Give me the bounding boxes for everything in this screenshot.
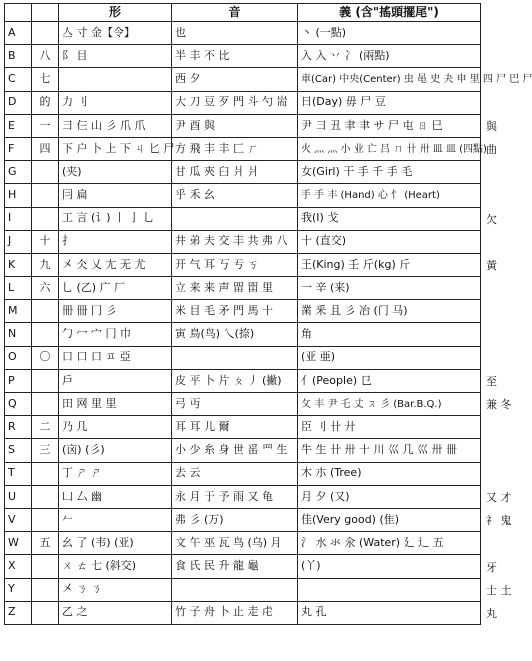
table-row — [5, 91, 481, 114]
row-yi: 十 (直交) — [298, 230, 481, 253]
row-yin: 井 弟 夫 交 丰 共 弗 八 — [172, 230, 298, 253]
row-letter: E — [5, 114, 32, 137]
row-yin: 方 飛 丰 丰 匚 ㄏ — [172, 137, 298, 160]
row-yin — [172, 578, 298, 601]
row-yin: 西 夕 — [172, 68, 298, 91]
row-yin: 食 氏 民 升 龍 龜 — [172, 555, 298, 578]
side-annotation: 又 才 — [486, 491, 512, 504]
row-xing: 下 户 卜 上 下 ㄐ 匕 尸 — [59, 137, 172, 160]
row-xing: 𠂉 — [59, 508, 172, 531]
row-number — [32, 161, 59, 184]
row-letter: M — [5, 300, 32, 323]
row-xing: 戶 — [59, 369, 172, 392]
header-yin: 音 — [172, 4, 298, 22]
side-annotation: 至 — [486, 375, 497, 388]
header-row — [5, 4, 481, 22]
row-xing: 冊 冊 冂 彡 — [59, 300, 172, 323]
side-annotation: 牙 — [486, 560, 497, 574]
row-xing: 亼 寸 金【令】 — [59, 22, 172, 45]
table-row — [5, 555, 481, 578]
row-letter: B — [5, 45, 32, 68]
row-yin: 皮 平 卜 片 ㄆ 丿 (撇) — [172, 369, 298, 392]
row-xing: 口 口 口 ㅍ 亞 — [59, 346, 172, 369]
row-yi: 女(Girl) 干 手 千 手 毛 — [298, 161, 481, 184]
row-yin: 米 目 毛 矛 門 馬 十 — [172, 300, 298, 323]
row-number — [32, 22, 59, 45]
row-number: 八 — [32, 45, 59, 68]
row-yi: 佳(Very good) (隹) — [298, 508, 481, 531]
row-yi: 月 夕 (又) — [298, 485, 481, 508]
row-letter: R — [5, 416, 32, 439]
row-letter: Q — [5, 393, 32, 416]
row-yin: 乎 禾 幺 — [172, 184, 298, 207]
row-number: 九 — [32, 253, 59, 276]
row-yi: 臣 刂 卄 廾 — [298, 416, 481, 439]
table-row — [5, 601, 481, 624]
row-letter: F — [5, 137, 32, 160]
table-row — [5, 114, 481, 137]
side-annotation: 兼 冬 — [486, 398, 512, 412]
table-row — [5, 393, 481, 416]
row-yin: 耳 耳 儿 爾 — [172, 416, 298, 439]
header-number — [32, 4, 59, 22]
row-yi: 火 灬 灬 小 业 亡 吕 ㄇ 卄 卅 皿 皿 (四點) — [298, 137, 481, 160]
row-number — [32, 207, 59, 230]
row-yin: 去 云 — [172, 462, 298, 485]
row-number — [32, 184, 59, 207]
row-xing: 乚 (乙) 广 厂 — [59, 277, 172, 300]
row-letter: Z — [5, 601, 32, 624]
row-yi: 一 辛 (来) — [298, 277, 481, 300]
row-xing: 幺 了 (韦) (亚) — [59, 532, 172, 555]
row-yin: 文 午 巫 瓦 鸟 (乌) 月 — [172, 532, 298, 555]
table-row — [5, 68, 481, 91]
row-yin: 立 来 来 声 㽞 㽞 里 — [172, 277, 298, 300]
row-letter: I — [5, 207, 32, 230]
row-yin: 也 — [172, 22, 298, 45]
row-xing: 㐅 ㄋ ㄋ — [59, 578, 172, 601]
row-yi: 黹 釆 且 彡 冶 (门 马) — [298, 300, 481, 323]
row-yin: 小 少 糸 身 世 䍃 罒 生 — [172, 439, 298, 462]
row-letter: L — [5, 277, 32, 300]
table-row — [5, 323, 481, 346]
table-row — [5, 277, 481, 300]
side-annotation: 欠 — [486, 212, 497, 226]
header-yi: 義 (含"搖頭擺尾") — [298, 4, 481, 22]
row-number: 四 — [32, 137, 59, 160]
row-yin: 弗 彡 (万) — [172, 508, 298, 531]
header-xing: 形 — [59, 4, 172, 22]
table-row — [5, 485, 481, 508]
row-yin: 永 月 于 予 雨 又 龟 — [172, 485, 298, 508]
row-yin — [172, 346, 298, 369]
row-yi: (亚 亜) — [298, 346, 481, 369]
row-xing: (㐫) (彡) — [59, 439, 172, 462]
row-letter: K — [5, 253, 32, 276]
row-yin: 大 刀 豆 歹 門 斗 勺 耑 — [172, 91, 298, 114]
row-xing: 冃 扁 — [59, 184, 172, 207]
row-xing: 乙 之 — [59, 601, 172, 624]
table-row — [5, 207, 481, 230]
row-letter: Y — [5, 578, 32, 601]
row-xing: ㄨ ㄊ 七 (斜交) — [59, 555, 172, 578]
row-letter: U — [5, 485, 32, 508]
table-row — [5, 22, 481, 45]
row-letter: T — [5, 462, 32, 485]
row-number — [32, 462, 59, 485]
row-yi: 尹 彐 丑 聿 聿 サ 尸 屯 ㄖ 巳 — [298, 114, 481, 137]
row-letter: P — [5, 369, 32, 392]
row-xing: 阝 目 — [59, 45, 172, 68]
table-row — [5, 532, 481, 555]
row-yi: 入 入 丷 冫 (兩點) — [298, 45, 481, 68]
row-letter: V — [5, 508, 32, 531]
row-xing: 田 网 里 里 — [59, 393, 172, 416]
table-row — [5, 253, 481, 276]
side-annotation: 曲 — [486, 143, 497, 156]
row-number: 的 — [32, 91, 59, 114]
row-number — [32, 369, 59, 392]
row-number — [32, 300, 59, 323]
table-row — [5, 184, 481, 207]
table-row — [5, 161, 481, 184]
side-annotation: 丸 — [486, 607, 497, 620]
row-letter: C — [5, 68, 32, 91]
table-row — [5, 578, 481, 601]
row-letter: S — [5, 439, 32, 462]
row-yin: 甘 瓜 夾 臼 爿 爿 — [172, 161, 298, 184]
side-annotation: 士 土 — [486, 583, 512, 597]
row-yin: 寅 鳥(鸟) 乀(捺) — [172, 323, 298, 346]
row-xing: 扌 — [59, 230, 172, 253]
row-number: 〇 — [32, 346, 59, 369]
row-yi: 角 — [298, 323, 481, 346]
row-xing: 工 言 (讠) 丨 亅 乚 — [59, 207, 172, 230]
table-row — [5, 45, 481, 68]
row-number: 十 — [32, 230, 59, 253]
row-letter: D — [5, 91, 32, 114]
row-yin: 弓 丏 — [172, 393, 298, 416]
row-number — [32, 508, 59, 531]
row-number: 二 — [32, 416, 59, 439]
row-letter: X — [5, 555, 32, 578]
table-row — [5, 300, 481, 323]
row-yi: 丶 (一點) — [298, 22, 481, 45]
row-xing: 勹 冖 宀 冂 巾 — [59, 323, 172, 346]
row-number: 七 — [32, 68, 59, 91]
table-row — [5, 369, 481, 392]
row-number: 一 — [32, 114, 59, 137]
table-row — [5, 439, 481, 462]
table-row — [5, 508, 481, 531]
header-letter — [5, 4, 32, 22]
row-number — [32, 555, 59, 578]
row-letter: J — [5, 230, 32, 253]
table-row — [5, 416, 481, 439]
row-number: 三 — [32, 439, 59, 462]
row-yi: 牛 生 卄 卅 十 川 巛 几 巛 卅 卌 — [298, 439, 481, 462]
row-yin: 竹 子 舟 卜 止 走 虍 — [172, 601, 298, 624]
table-row — [5, 137, 481, 160]
row-yi: 手 手 丰 (Hand) 心 忄 (Heart) — [298, 184, 481, 207]
row-yi: 攵 丰 尹 乇 丈 ㄡ 彡 (Bar.B.Q.) — [298, 393, 481, 416]
row-yin: 半 丰 不 比 — [172, 45, 298, 68]
table-row — [5, 346, 481, 369]
row-yi: 亻(People) 㔾 — [298, 369, 481, 392]
row-xing — [59, 68, 172, 91]
row-number — [32, 485, 59, 508]
row-yi: 木 朩 (Tree) — [298, 462, 481, 485]
row-yi: 王(King) 壬 斤(kg) 斤 — [298, 253, 481, 276]
row-letter: G — [5, 161, 32, 184]
row-yi — [298, 578, 481, 601]
row-xing: 力 刂 — [59, 91, 172, 114]
row-letter: O — [5, 346, 32, 369]
row-letter: N — [5, 323, 32, 346]
side-annotation: 與 — [486, 119, 497, 133]
row-number — [32, 601, 59, 624]
row-yi: 車(Car) 中央(Center) 虫 黾 史 夬 申 里 四 尸 巴 尸 — [298, 68, 481, 91]
row-letter: H — [5, 184, 32, 207]
row-letter: A — [5, 22, 32, 45]
row-yi: 我(I) 戈 — [298, 207, 481, 230]
row-number — [32, 323, 59, 346]
row-yin — [172, 207, 298, 230]
row-yi: 日(Day) 毋 尸 豆 — [298, 91, 481, 114]
row-yi: 丸 孔 — [298, 601, 481, 624]
row-yi: 氵 水 氺 氽 (Water) 廴 辶 五 — [298, 532, 481, 555]
row-xing: 凵 厶 幽 — [59, 485, 172, 508]
row-xing: 丁 ㄕ ㄕ — [59, 462, 172, 485]
row-number — [32, 393, 59, 416]
row-yin: 尹 酉 與 — [172, 114, 298, 137]
side-annotation: 黃 — [486, 259, 497, 272]
row-number — [32, 578, 59, 601]
side-annotation: 礻 鬼 — [486, 514, 512, 528]
row-number: 六 — [32, 277, 59, 300]
row-number: 五 — [32, 532, 59, 555]
row-letter: W — [5, 532, 32, 555]
row-yin: 开 气 耳 丂 亐 ㄎ — [172, 253, 298, 276]
row-xing: 㐅 仌 乂 尢 无 尤 — [59, 253, 172, 276]
row-xing: 乃 几 — [59, 416, 172, 439]
row-xing: 彐 仨 山 彡 爪 爪 — [59, 114, 172, 137]
table-row — [5, 230, 481, 253]
row-yi: (丫) — [298, 555, 481, 578]
table-row — [5, 462, 481, 485]
row-xing: (夹) — [59, 161, 172, 184]
